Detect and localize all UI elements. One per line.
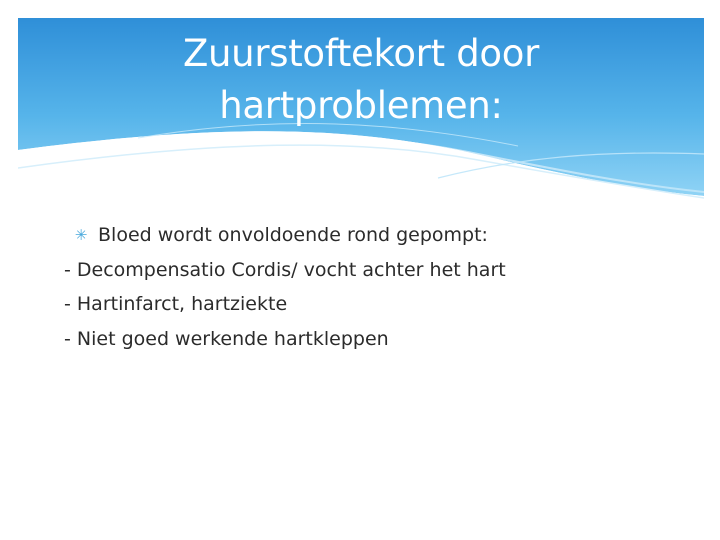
body-line-1: - Decompensatio Cordis/ vocht achter het hart xyxy=(64,258,506,281)
title-line-2: hartproblemen: xyxy=(219,84,503,127)
slide-title xyxy=(18,28,704,132)
body-line-2: - Hartinfarct, hartziekte xyxy=(64,293,288,315)
body-line-3: - Niet goed werkende hartkleppen xyxy=(64,327,389,350)
bullet-text: Bloed wordt onvoldoende rond gepompt: xyxy=(98,224,488,246)
asterisk-icon: ✳ xyxy=(74,226,88,244)
title-line-1: Zuurstoftekort door xyxy=(182,32,540,75)
slide-body xyxy=(64,218,694,356)
bullet-item xyxy=(74,218,694,253)
